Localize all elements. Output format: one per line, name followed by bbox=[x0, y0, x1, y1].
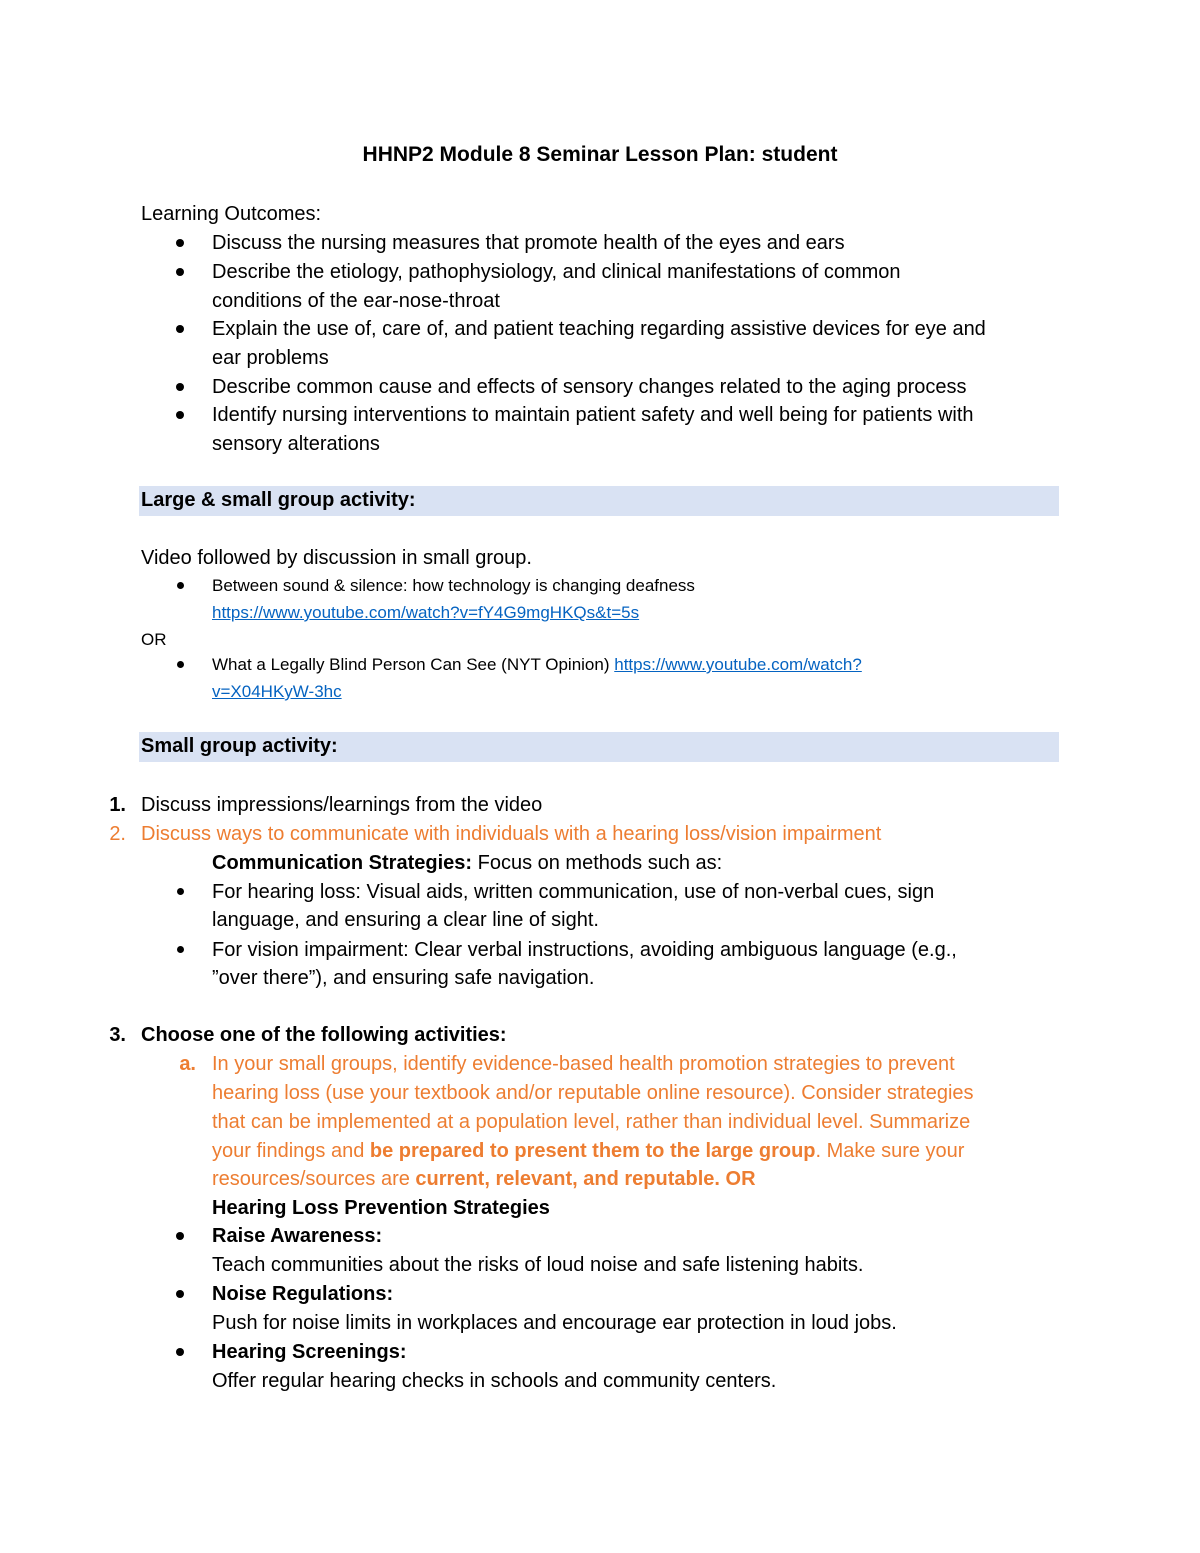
bullet-icon bbox=[177, 888, 184, 895]
strategy-3-text: Offer regular hearing checks in schools and community centers. bbox=[212, 1370, 777, 1392]
large-group-heading-band bbox=[139, 486, 1059, 516]
strategy-1-title: Raise Awareness: bbox=[212, 1225, 383, 1247]
item-a-line-4-pre: your findings and bbox=[212, 1140, 370, 1162]
outcome-4-line-1: Describe common cause and effects of sensory changes related to the aging process bbox=[212, 376, 967, 398]
item-a-line-2: hearing loss (use your textbook and/or reputable online resource). Consider strategies bbox=[212, 1082, 974, 1104]
bullet-icon bbox=[176, 383, 184, 391]
item-a-line-5 bbox=[212, 1167, 756, 1191]
bullet-icon bbox=[176, 1290, 184, 1298]
communication-strategies-rest: Focus on methods such as: bbox=[472, 852, 723, 874]
item-3-text: Choose one of the following activities: bbox=[141, 1024, 507, 1046]
bullet-icon bbox=[176, 325, 184, 333]
bullet-icon bbox=[177, 946, 184, 953]
communication-strategies-label: Communication Strategies: bbox=[212, 852, 473, 874]
video-2-title: What a Legally Blind Person Can See (NYT Opinion) bbox=[212, 655, 615, 674]
strategy-3-title: Hearing Screenings: bbox=[212, 1341, 407, 1363]
hearing-loss-line-2: language, and ensuring a clear line of sight. bbox=[212, 909, 599, 931]
video-2-link[interactable]: https://www.youtube.com/watch? bbox=[614, 655, 862, 674]
item-a-label: a. bbox=[179, 1053, 196, 1075]
item-a-line-5-bold: current, relevant, and reputable. OR bbox=[415, 1168, 756, 1190]
bullet-icon bbox=[176, 239, 184, 247]
item-1-text: Discuss impressions/learnings from the video bbox=[141, 794, 543, 816]
bullet-icon bbox=[176, 268, 184, 276]
prevention-heading: Hearing Loss Prevention Strategies bbox=[212, 1197, 550, 1219]
page-title: HHNP2 Module 8 Seminar Lesson Plan: student bbox=[362, 143, 838, 166]
outcome-3-line-2: ear problems bbox=[212, 347, 329, 369]
item-a-line-5-pre: resources/sources are bbox=[212, 1168, 416, 1190]
item-a-line-1: In your small groups, identify evidence-based health promotion strategies to prevent bbox=[212, 1053, 955, 1075]
bullet-icon bbox=[176, 411, 184, 419]
item-a-line-4-post: . Make sure your bbox=[815, 1140, 965, 1162]
strategy-2-title: Noise Regulations: bbox=[212, 1283, 394, 1305]
vision-line-1: For vision impairment: Clear verbal instructions, avoiding ambiguous language (e.g., bbox=[212, 939, 957, 961]
bullet-icon bbox=[177, 582, 184, 589]
item-2-text: Discuss ways to communicate with individuals with a hearing loss/vision impairment bbox=[141, 823, 882, 845]
or-label: OR bbox=[141, 630, 167, 649]
bullet-icon bbox=[176, 1348, 184, 1356]
item-3-number: 3. bbox=[109, 1024, 126, 1046]
item-a-line-4 bbox=[212, 1139, 964, 1163]
outcome-5-line-2: sensory alterations bbox=[212, 433, 380, 455]
item-a-line-4-bold: be prepared to present them to the large group bbox=[369, 1140, 816, 1162]
item-2-number: 2. bbox=[109, 823, 126, 845]
video-2-line bbox=[212, 655, 862, 675]
communication-strategies-line bbox=[212, 851, 722, 875]
vision-line-2: ”over there”), and ensuring safe navigation. bbox=[212, 967, 595, 989]
bullet-icon bbox=[176, 1232, 184, 1240]
outcome-1-line-1: Discuss the nursing measures that promote health of the eyes and ears bbox=[212, 232, 845, 254]
video-2-link-continued[interactable]: v=X04HKyW-3hc bbox=[212, 682, 342, 701]
item-1-number: 1. bbox=[109, 794, 126, 816]
large-group-heading: Large & small group activity: bbox=[141, 489, 416, 511]
small-group-heading: Small group activity: bbox=[141, 735, 338, 757]
learning-outcomes-heading: Learning Outcomes: bbox=[141, 203, 322, 225]
small-group-heading-band bbox=[139, 732, 1059, 762]
outcome-5-line-1: Identify nursing interventions to maintain patient safety and well being for patients with bbox=[212, 404, 974, 426]
strategy-2-text: Push for noise limits in workplaces and encourage ear protection in loud jobs. bbox=[212, 1312, 897, 1334]
video-intro: Video followed by discussion in small group. bbox=[141, 547, 532, 569]
hearing-loss-line-1: For hearing loss: Visual aids, written communication, use of non-verbal cues, sign bbox=[212, 881, 935, 903]
strategy-1-text: Teach communities about the risks of loud noise and safe listening habits. bbox=[212, 1254, 864, 1276]
outcome-3-line-1: Explain the use of, care of, and patient teaching regarding assistive devices for eye and bbox=[212, 318, 986, 340]
outcome-2-line-2: conditions of the ear-nose-throat bbox=[212, 290, 500, 312]
video-1-link[interactable]: https://www.youtube.com/watch?v=fY4G9mgHKQs&t=5s bbox=[212, 603, 640, 622]
video-1-title: Between sound & silence: how technology is changing deafness bbox=[212, 576, 695, 595]
item-a-line-3: that can be implemented at a population level, rather than individual level. Summarize bbox=[212, 1111, 971, 1133]
bullet-icon bbox=[177, 661, 184, 668]
outcome-2-line-1: Describe the etiology, pathophysiology, and clinical manifestations of common bbox=[212, 261, 901, 283]
